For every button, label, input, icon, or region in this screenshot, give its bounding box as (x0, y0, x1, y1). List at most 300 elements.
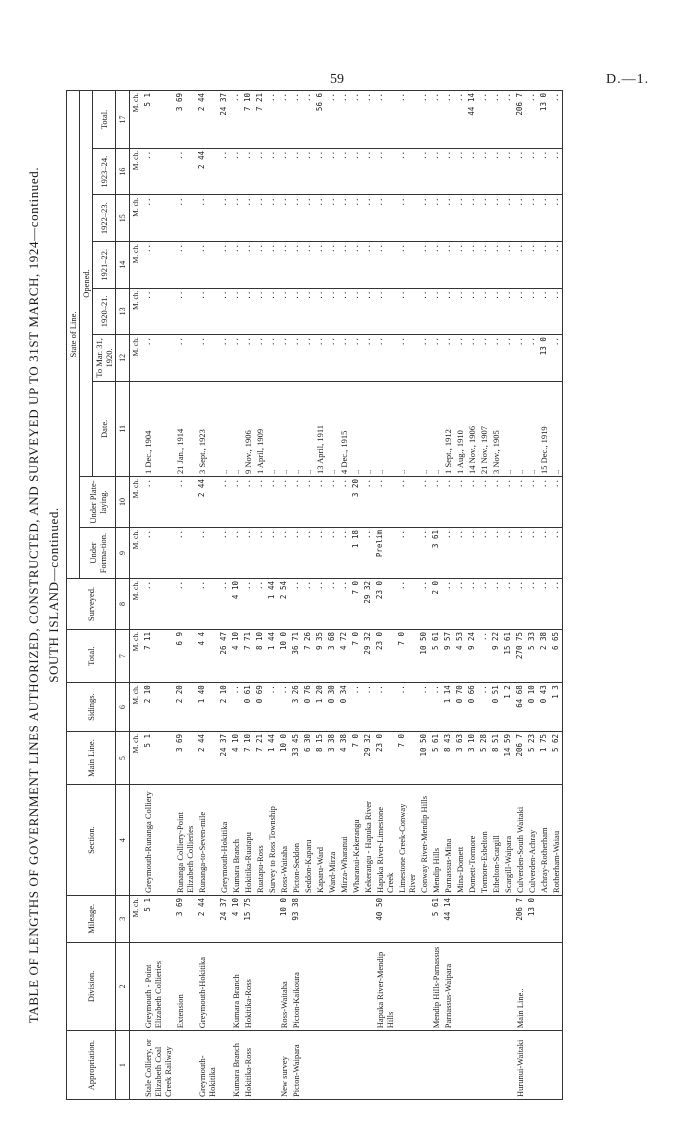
cell-to_mar: .. (278, 335, 290, 382)
unit-label: M. ch. (130, 288, 143, 335)
cell-to_mar: .. (430, 335, 442, 382)
column-number: 16 (116, 148, 130, 195)
cell-sidings: 1 40 (196, 683, 218, 732)
cell-surveyed: .. (514, 579, 526, 630)
unit-label (130, 942, 143, 1031)
cell-division (478, 942, 490, 1031)
cell-sidings: 2 20 (174, 683, 196, 732)
cell-y1921: .. (478, 242, 490, 289)
cell-to_mar: .. (490, 335, 502, 382)
cell-to_mar: .. (374, 335, 396, 382)
cell-appropriation (326, 1031, 338, 1100)
column-number: 12 (116, 335, 130, 382)
cell-total_opened: .. (338, 91, 350, 149)
cell-date: 13 April, 1911 (314, 381, 326, 476)
cell-total_opened: .. (350, 91, 362, 149)
header-1922-23: 1922–23. (93, 195, 116, 242)
cell-formation: .. (478, 528, 490, 579)
header-total-opened: Total. (93, 91, 116, 149)
cell-y1922: .. (230, 195, 242, 242)
table-row (326, 91, 338, 1100)
column-number: 4 (116, 785, 130, 896)
table-row (314, 91, 326, 1100)
cell-section: Greymouth-Runanga Colliery (142, 785, 174, 896)
cell-mileage (490, 896, 502, 943)
cell-appropriation (466, 1031, 478, 1100)
cell-main: 206 7 (514, 731, 526, 784)
cell-y1921: .. (514, 242, 526, 289)
cell-mileage: 40 50 (374, 896, 396, 943)
cell-y1922: .. (502, 195, 514, 242)
rotated-table-page (20, 90, 660, 1100)
cell-total: 1 44 (266, 629, 278, 682)
cell-section: Kaparu-Ward (314, 785, 326, 896)
cell-sidings: .. (362, 683, 374, 732)
cell-total_opened: .. (278, 91, 290, 149)
cell-formation: .. (396, 528, 418, 579)
cell-platelaying: .. (514, 477, 526, 528)
cell-total_opened: .. (362, 91, 374, 149)
cell-to_mar: .. (142, 335, 174, 382)
cell-y1920: .. (326, 288, 338, 335)
cell-y1921: .. (266, 242, 278, 289)
cell-mileage: 5 61 (430, 896, 442, 943)
cell-mileage (466, 896, 478, 943)
column-number: 15 (116, 195, 130, 242)
cell-sidings: .. (396, 683, 418, 732)
cell-division (314, 942, 326, 1031)
table-row (302, 91, 314, 1100)
cell-surveyed: .. (254, 579, 266, 630)
cell-platelaying: .. (254, 477, 266, 528)
cell-main: 2 44 (196, 731, 218, 784)
cell-section: Picton-Seddon (290, 785, 302, 896)
header-date: Date. (93, 381, 116, 476)
cell-y1920: .. (350, 288, 362, 335)
cell-sidings: 0 51 (490, 683, 502, 732)
cell-surveyed: .. (174, 579, 196, 630)
cell-appropriation (502, 1031, 514, 1100)
cell-total: 4 53 (454, 629, 466, 682)
cell-platelaying: .. (174, 477, 196, 528)
cell-sidings: 2 10 (218, 683, 230, 732)
cell-division (538, 942, 550, 1031)
cell-division (502, 942, 514, 1031)
cell-section: Parnassus-Mina (442, 785, 454, 896)
unit-label: M. ch. (130, 91, 143, 149)
cell-mileage: 3 69 (174, 896, 196, 943)
cell-surveyed: .. (338, 579, 350, 630)
cell-y1921: .. (142, 242, 174, 289)
cell-total_opened: .. (490, 91, 502, 149)
cell-y1920: .. (278, 288, 290, 335)
table-row (230, 91, 242, 1100)
cell-surveyed: .. (302, 579, 314, 630)
cell-main: 5 1 (142, 731, 174, 784)
cell-division: Hapuka River-Mendip Hills (374, 942, 396, 1031)
page-number: 59 (330, 72, 344, 87)
cell-mileage: 93 38 (290, 896, 302, 943)
cell-surveyed: .. (550, 579, 563, 630)
cell-total: 26 47 (218, 629, 230, 682)
cell-mileage (314, 896, 326, 943)
table-row (478, 91, 490, 1100)
unit-label: M. ch. (130, 477, 143, 528)
cell-appropriation (218, 1031, 230, 1100)
cell-y1923: .. (174, 148, 196, 195)
cell-surveyed: 29 32 (362, 579, 374, 630)
cell-platelaying: .. (142, 477, 174, 528)
cell-section: Culverden-South Waitaki (514, 785, 526, 896)
cell-surveyed: 2 54 (278, 579, 290, 630)
cell-date: .. (418, 381, 430, 476)
cell-y1922: .. (374, 195, 396, 242)
cell-y1923: .. (278, 148, 290, 195)
cell-y1921: .. (302, 242, 314, 289)
cell-sidings: 0 66 (466, 683, 478, 732)
cell-y1921: .. (254, 242, 266, 289)
cell-sidings: 0 43 (538, 683, 550, 732)
cell-surveyed: 7 0 (350, 579, 362, 630)
cell-to_mar: .. (254, 335, 266, 382)
unit-label: M. ch. (130, 148, 143, 195)
cell-y1920: .. (266, 288, 278, 335)
cell-appropriation (314, 1031, 326, 1100)
cell-appropriation: Hurunui-Waitaki (514, 1031, 526, 1100)
cell-y1922: .. (290, 195, 302, 242)
unit-label (130, 785, 143, 896)
cell-appropriation: Greymouth-Hokitika (196, 1031, 218, 1100)
cell-total: 9 22 (490, 629, 502, 682)
cell-to_mar: .. (396, 335, 418, 382)
cell-main: 3 10 (466, 731, 478, 784)
cell-y1922: .. (396, 195, 418, 242)
cell-y1922: .. (278, 195, 290, 242)
cell-date: 1 Dec., 1904 (142, 381, 174, 476)
cell-total_opened: 3 69 (174, 91, 196, 149)
cell-y1923: .. (478, 148, 490, 195)
cell-section: Mina-Domett (454, 785, 466, 896)
cell-surveyed: .. (142, 579, 174, 630)
cell-y1922: .. (430, 195, 442, 242)
cell-y1923: .. (266, 148, 278, 195)
cell-y1921: .. (314, 242, 326, 289)
units-row (130, 91, 143, 1100)
cell-y1922: .. (418, 195, 430, 242)
cell-section: Tormore-Esbelton (478, 785, 490, 896)
cell-total: 4 10 (230, 629, 242, 682)
cell-y1922: .. (174, 195, 196, 242)
cell-total: 9 57 (442, 629, 454, 682)
cell-section: Ruatapu-Ross (254, 785, 266, 896)
cell-surveyed: .. (538, 579, 550, 630)
column-number: 6 (116, 683, 130, 732)
cell-y1923: .. (326, 148, 338, 195)
cell-total: 5 33 (526, 629, 538, 682)
cell-total: 36 71 (290, 629, 302, 682)
cell-section: Mirza-Wharanui (338, 785, 350, 896)
cell-y1923: .. (418, 148, 430, 195)
lengths-table (66, 90, 563, 1100)
cell-sidings: .. (430, 683, 442, 732)
table-row (454, 91, 466, 1100)
cell-y1921: .. (418, 242, 430, 289)
cell-total: 7 0 (350, 629, 362, 682)
cell-y1923: .. (490, 148, 502, 195)
cell-section: Kumara Branch (230, 785, 242, 896)
cell-formation: .. (196, 528, 218, 579)
cell-mileage (266, 896, 278, 943)
document-code: D.—1. (606, 72, 650, 87)
cell-to_mar: .. (196, 335, 218, 382)
cell-division (526, 942, 538, 1031)
cell-y1920: .. (338, 288, 350, 335)
cell-main: 29 32 (362, 731, 374, 784)
cell-formation: .. (466, 528, 478, 579)
cell-total: 2 38 (538, 629, 550, 682)
table-title: TABLE OF LENGTHS OF GOVERNMENT LINES AUTHORIZED, CONSTRUCTED, AND SURVEYED UP TO 31ST MARCH, 1924—continued. (26, 166, 41, 1024)
cell-y1920: .. (442, 288, 454, 335)
unit-label: M. ch. (130, 731, 143, 784)
cell-main: 5 23 (526, 731, 538, 784)
cell-date: 3 Nov., 1905 (490, 381, 502, 476)
table-row (466, 91, 478, 1100)
cell-y1923: .. (242, 148, 254, 195)
cell-sidings: .. (478, 683, 490, 732)
cell-y1920: .. (254, 288, 266, 335)
cell-main: 24 37 (218, 731, 230, 784)
cell-mileage: 13 0 (526, 896, 538, 943)
cell-to_mar: .. (326, 335, 338, 382)
cell-platelaying: .. (538, 477, 550, 528)
cell-to_mar: .. (338, 335, 350, 382)
cell-y1923: .. (218, 148, 230, 195)
cell-section: Hokitika-Ruatapu (242, 785, 254, 896)
cell-mileage: 44 14 (442, 896, 454, 943)
cell-appropriation: Hokitika-Ross (242, 1031, 254, 1100)
table-row (338, 91, 350, 1100)
column-number: 5 (116, 731, 130, 784)
cell-main: 8 51 (490, 731, 502, 784)
cell-y1921: .. (550, 242, 563, 289)
table-row (418, 91, 430, 1100)
cell-total: .. (478, 629, 490, 682)
cell-y1923: .. (466, 148, 478, 195)
cell-appropriation (174, 1031, 196, 1100)
cell-formation: .. (502, 528, 514, 579)
cell-y1920: .. (526, 288, 538, 335)
cell-platelaying: .. (230, 477, 242, 528)
cell-mileage (502, 896, 514, 943)
column-number: 13 (116, 288, 130, 335)
cell-y1922: .. (362, 195, 374, 242)
cell-sidings: 0 69 (254, 683, 266, 732)
cell-y1922: .. (302, 195, 314, 242)
cell-appropriation (396, 1031, 418, 1100)
cell-section: Greymouth-Hokitika (218, 785, 230, 896)
cell-y1920: .. (290, 288, 302, 335)
cell-total: 6 65 (550, 629, 563, 682)
cell-y1920: .. (302, 288, 314, 335)
table-row (430, 91, 442, 1100)
unit-label: M. ch. (130, 528, 143, 579)
cell-to_mar: .. (302, 335, 314, 382)
cell-formation: .. (338, 528, 350, 579)
cell-platelaying: .. (242, 477, 254, 528)
cell-appropriation (362, 1031, 374, 1100)
cell-mileage (338, 896, 350, 943)
cell-y1922: .. (538, 195, 550, 242)
cell-division: Kumara Branch (230, 942, 242, 1031)
cell-date: .. (374, 381, 396, 476)
unit-label: M. ch. (130, 242, 143, 289)
cell-division (218, 942, 230, 1031)
cell-platelaying: .. (466, 477, 478, 528)
cell-to_mar: .. (362, 335, 374, 382)
cell-y1922: .. (218, 195, 230, 242)
cell-division (302, 942, 314, 1031)
cell-sidings: 2 10 (142, 683, 174, 732)
cell-division (362, 942, 374, 1031)
cell-y1920: .. (538, 288, 550, 335)
cell-to_mar: .. (350, 335, 362, 382)
cell-to_mar: .. (442, 335, 454, 382)
cell-date: 1 April, 1909 (254, 381, 266, 476)
cell-platelaying: .. (314, 477, 326, 528)
cell-to_mar: .. (218, 335, 230, 382)
cell-section: Survey to Ross Township (266, 785, 278, 896)
table-row (502, 91, 514, 1100)
cell-total: 7 71 (242, 629, 254, 682)
cell-division (254, 942, 266, 1031)
cell-total_opened: 2 44 (196, 91, 218, 149)
cell-total_opened: .. (396, 91, 418, 149)
table-row (396, 91, 418, 1100)
cell-total_opened: 44 14 (466, 91, 478, 149)
cell-to_mar: .. (266, 335, 278, 382)
unit-label: M. ch. (130, 579, 143, 630)
cell-y1921: .. (326, 242, 338, 289)
cell-y1920: .. (418, 288, 430, 335)
column-number: 10 (116, 477, 130, 528)
cell-formation: .. (314, 528, 326, 579)
cell-date: 1 Aug., 1910 (454, 381, 466, 476)
cell-platelaying: .. (326, 477, 338, 528)
cell-platelaying: .. (218, 477, 230, 528)
cell-mileage: 10 0 (278, 896, 290, 943)
cell-total_opened: .. (442, 91, 454, 149)
cell-date: .. (326, 381, 338, 476)
cell-y1922: .. (266, 195, 278, 242)
header-appropriation: Appropriation. (67, 1031, 116, 1100)
cell-y1920: .. (174, 288, 196, 335)
table-row (442, 91, 454, 1100)
table-row (266, 91, 278, 1100)
table-row (362, 91, 374, 1100)
cell-y1920: .. (466, 288, 478, 335)
cell-division: Ross-Waitaha (278, 942, 290, 1031)
cell-section: Rotherham-Waiau (550, 785, 563, 896)
cell-division (490, 942, 502, 1031)
column-number: 17 (116, 91, 130, 149)
cell-section: Scargill-Waipara (502, 785, 514, 896)
cell-surveyed: .. (396, 579, 418, 630)
cell-mileage: 24 37 (218, 896, 230, 943)
cell-section: Wharanui-Kekerangu (350, 785, 362, 896)
header-1923-24: 1923–24. (93, 148, 116, 195)
cell-appropriation (254, 1031, 266, 1100)
cell-section: Kekerangu - Hapuka River (362, 785, 374, 896)
cell-appropriation (526, 1031, 538, 1100)
cell-main: 3 69 (174, 731, 196, 784)
cell-y1922: .. (442, 195, 454, 242)
unit-label: M. ch. (130, 195, 143, 242)
cell-formation: .. (278, 528, 290, 579)
cell-division (338, 942, 350, 1031)
table-row (218, 91, 230, 1100)
cell-surveyed: 4 10 (230, 579, 242, 630)
cell-mileage (478, 896, 490, 943)
header-opened: Opened. (80, 91, 93, 477)
cell-main: 10 0 (278, 731, 290, 784)
cell-y1920: .. (550, 288, 563, 335)
cell-sidings: .. (266, 683, 278, 732)
cell-total: 6 9 (174, 629, 196, 682)
cell-platelaying: .. (290, 477, 302, 528)
cell-appropriation (302, 1031, 314, 1100)
cell-total_opened: .. (430, 91, 442, 149)
cell-y1922: .. (478, 195, 490, 242)
cell-y1921: .. (230, 242, 242, 289)
cell-date: 9 Nov., 1906 (242, 381, 254, 476)
cell-y1920: .. (196, 288, 218, 335)
unit-label (130, 381, 143, 476)
cell-surveyed: .. (502, 579, 514, 630)
cell-total: 3 68 (326, 629, 338, 682)
cell-appropriation (430, 1031, 442, 1100)
header-to-mar-1920: To Mar. 31, 1920. (93, 335, 116, 382)
table-row (350, 91, 362, 1100)
cell-y1922: .. (466, 195, 478, 242)
cell-platelaying: .. (302, 477, 314, 528)
cell-mileage: 206 7 (514, 896, 526, 943)
cell-y1922: .. (550, 195, 563, 242)
cell-y1922: .. (326, 195, 338, 242)
cell-to_mar: 13 0 (538, 335, 550, 382)
cell-main: 1 44 (266, 731, 278, 784)
cell-y1920: .. (396, 288, 418, 335)
cell-formation: .. (290, 528, 302, 579)
cell-y1923: .. (314, 148, 326, 195)
cell-y1921: .. (466, 242, 478, 289)
cell-date: .. (230, 381, 242, 476)
cell-appropriation (418, 1031, 430, 1100)
cell-sidings: 1 14 (442, 683, 454, 732)
cell-sidings: 0 61 (242, 683, 254, 732)
cell-y1920: .. (218, 288, 230, 335)
cell-y1921: .. (174, 242, 196, 289)
cell-y1920: .. (514, 288, 526, 335)
cell-y1920: .. (478, 288, 490, 335)
cell-formation: .. (418, 528, 430, 579)
cell-main: 3 38 (326, 731, 338, 784)
table-row (490, 91, 502, 1100)
cell-main: 7 0 (396, 731, 418, 784)
cell-mileage (538, 896, 550, 943)
cell-y1922: .. (490, 195, 502, 242)
cell-y1923: .. (338, 148, 350, 195)
cell-to_mar: .. (230, 335, 242, 382)
